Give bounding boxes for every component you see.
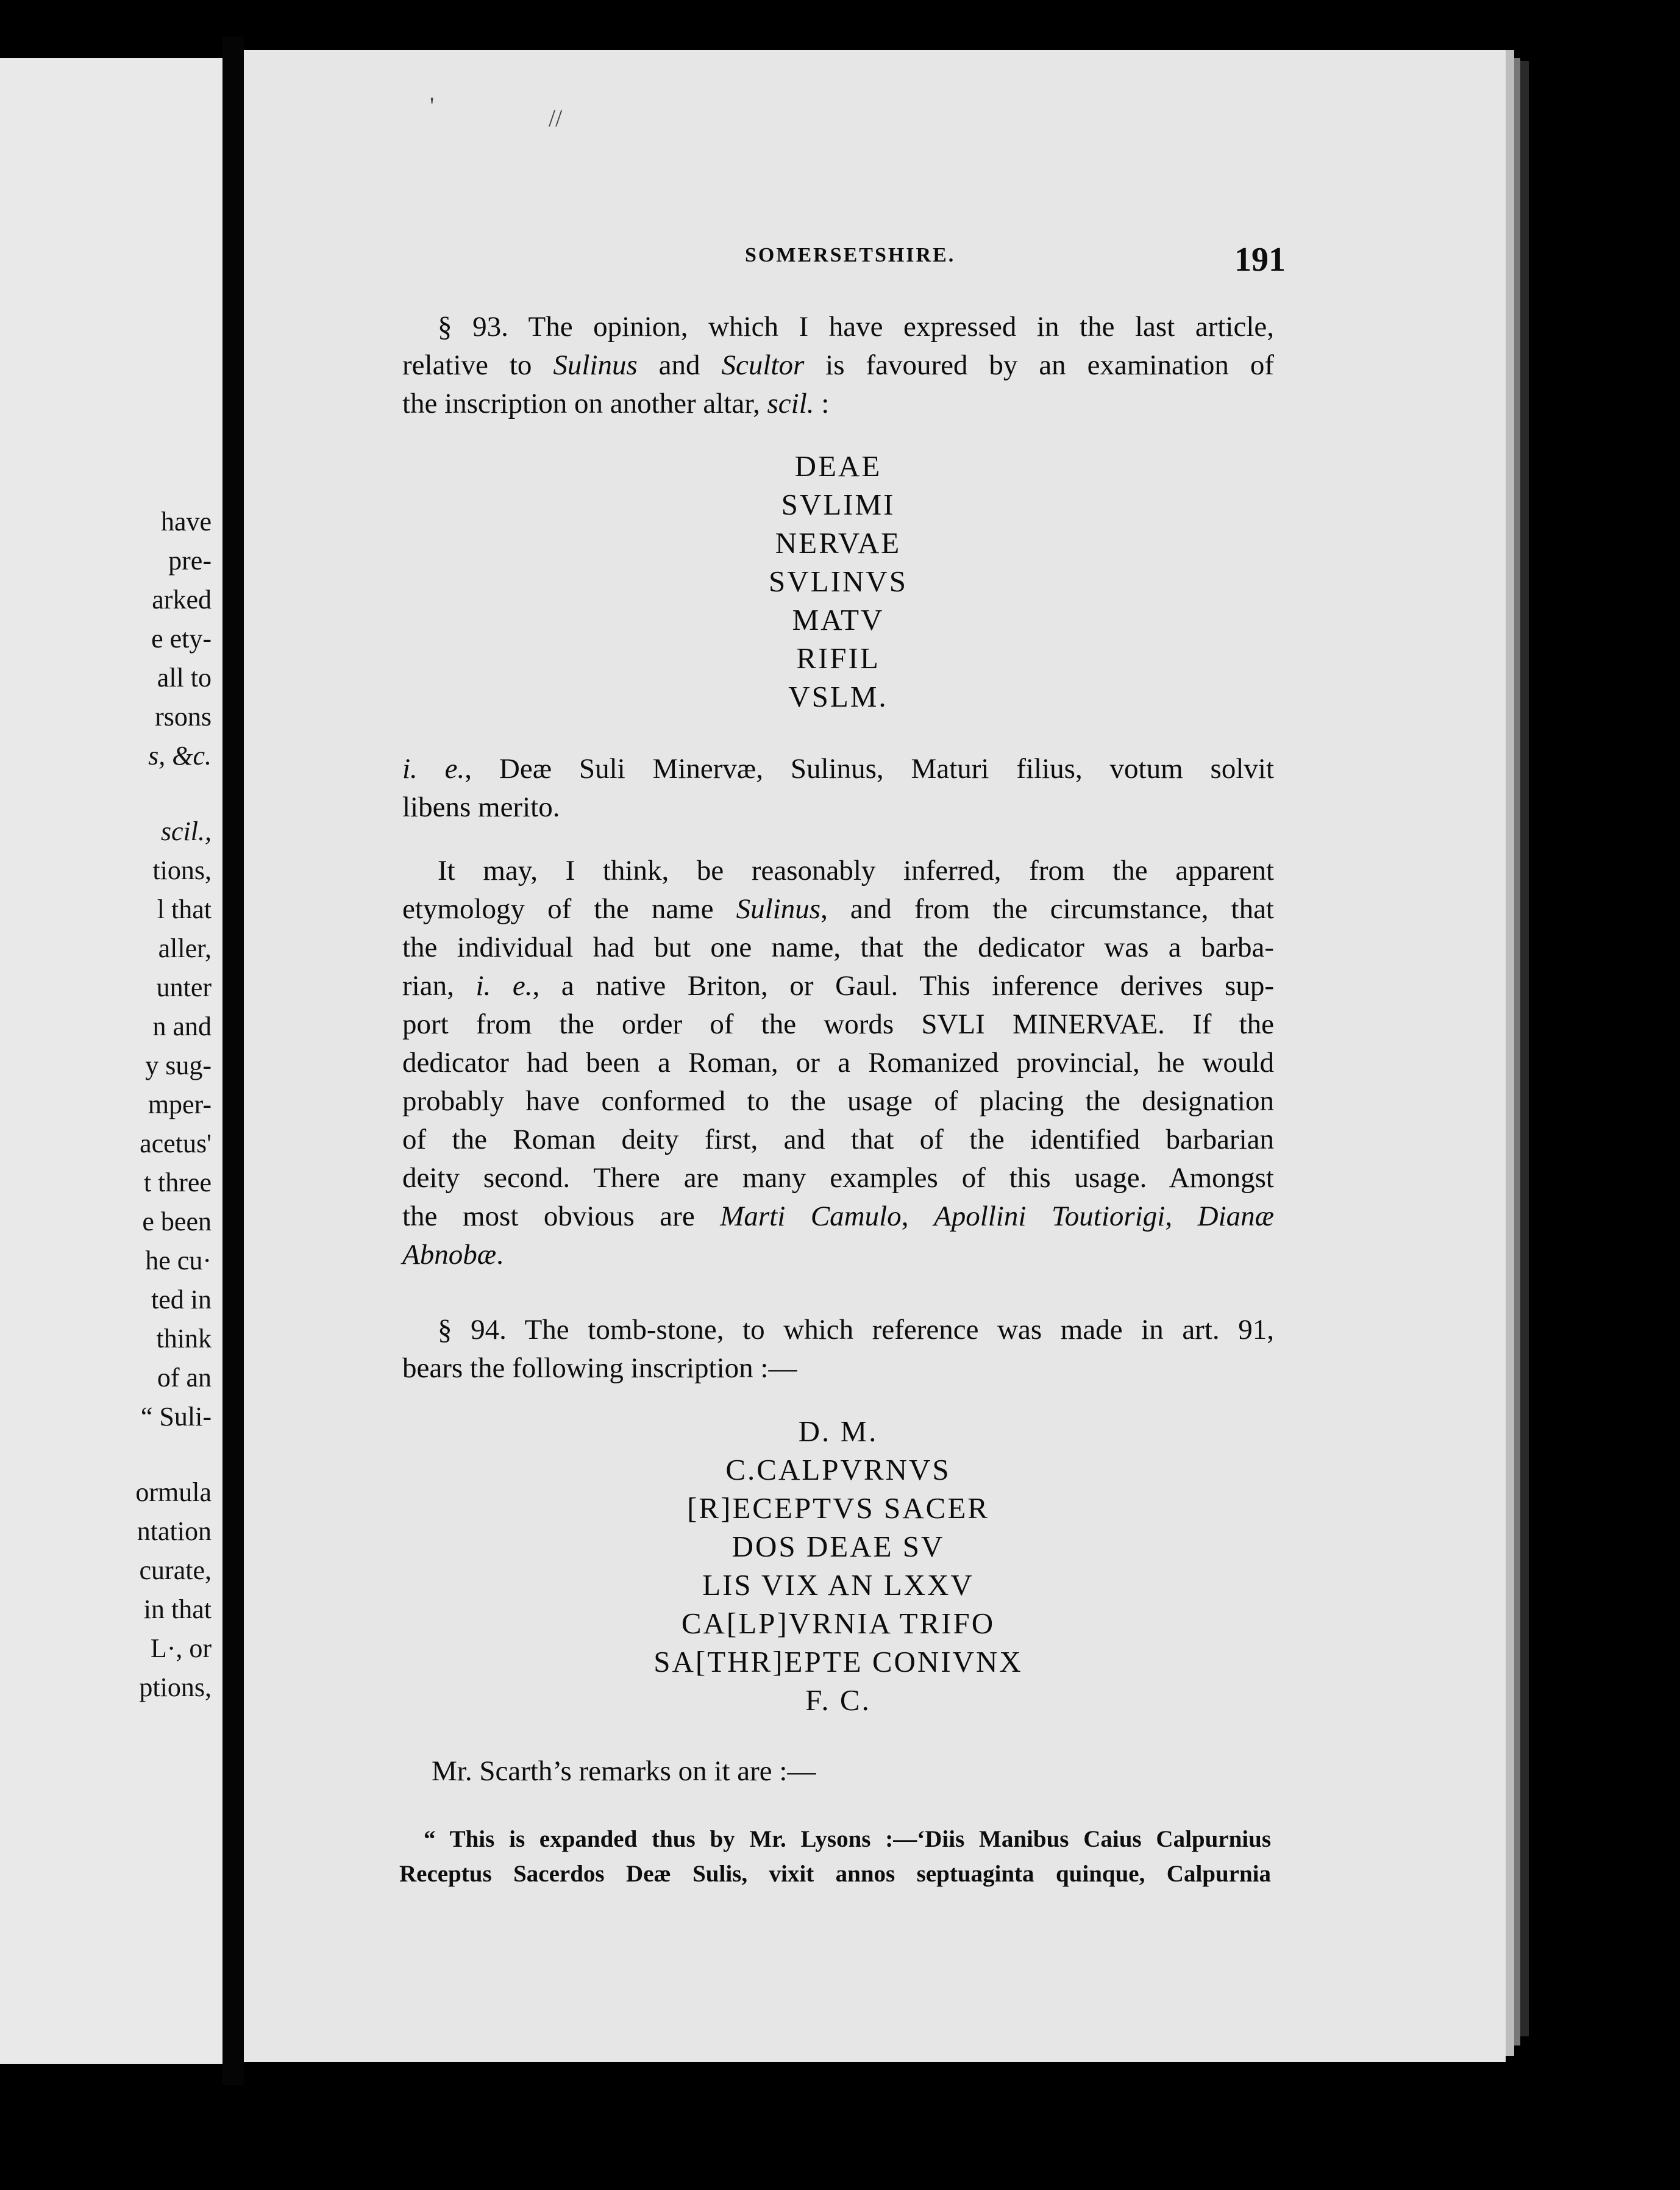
text-line: Abnobæ. [402,1239,504,1271]
facing-page-fragment: rsons [155,702,212,732]
text-line: probably have conformed to the usage of placing the designation [402,1085,1274,1117]
facing-page-fragment: ted in [151,1285,212,1314]
facing-page-fragment: think [156,1324,212,1354]
inscription-line: VSLM. [788,680,888,713]
text-line: § 94. The tomb-stone, to which reference was made in art. 91, [438,1314,1274,1346]
inscription-line: D. M. [798,1414,878,1448]
inscription-line: MATV [792,603,884,637]
facing-page-fragment: t three [143,1168,212,1197]
section-93-commentary [402,852,1274,1274]
text-line: etymology of the name Sulinus, and from the circumstance, that [402,893,1274,925]
facing-page-fragment: e ety- [151,624,212,654]
facing-page-fragment: curate, [139,1555,212,1585]
inscription-line: CA[LP]VRNIA TRIFO [681,1607,995,1640]
text-line: bears the following inscription :— [402,1352,797,1384]
tombstone-inscription [402,1412,1274,1719]
footnote [399,1822,1271,1891]
inscription-line: F. C. [805,1683,871,1717]
scan-speck: // [549,104,563,132]
scan-speck: ' [430,92,435,119]
inscription-line: NERVAE [775,526,902,560]
inscription-line: RIFIL [796,641,880,675]
facing-page-left [0,58,222,2064]
text-line: dedicator had been a Roman, or a Romanized provincial, he would [402,1047,1274,1079]
text-line: the inscription on another altar, scil. : [402,388,830,419]
facing-page-fragment: arked [152,585,212,615]
facing-page-fragment: all to [157,663,212,693]
text-line: relative to Sulinus and Scultor is favoured by an examination of [402,349,1275,381]
inscription-line: SA[THR]EPTE CONIVNX [653,1645,1023,1678]
facing-page-fragment: acetus' [140,1129,212,1158]
facing-page-fragment: ptions, [139,1672,212,1702]
inscription-line: DOS DEAE SV [731,1530,945,1563]
facing-page-fragment: scil., [160,816,212,846]
facing-page-fragment: in that [143,1594,212,1624]
text-line: deity second. There are many examples of this usage. Amongst [402,1162,1274,1194]
page-edge [1514,58,1520,2046]
facing-page-fragment: have [160,507,212,537]
facing-page-fragment: he cu· [145,1246,212,1275]
facing-page-fragment: aller, [158,933,212,963]
footnote-line: “ This is expanded thus by Mr. Lysons :—‘Diis Manibus Caius Calpurnius [424,1826,1271,1852]
facing-page-fragment: l that [157,894,212,924]
facing-page-fragment: L·, or [150,1633,212,1663]
text-line: of the Roman deity first, and that of the identified barbarian [402,1124,1274,1155]
inscription-line: C.CALPVRNVS [725,1453,951,1486]
facing-page-fragment: of an [157,1363,212,1393]
facing-page-fragment: pre- [168,546,212,576]
page-edge [1506,50,1514,2056]
facing-page-fragment: ntation [137,1516,212,1546]
text-line: the most obvious are Marti Camulo, Apollini Toutiorigi, Dianæ [402,1200,1274,1232]
inscription-expansion [402,750,1274,827]
facing-page-fragment: mper- [148,1090,212,1119]
facing-page-fragment: ormula [135,1477,212,1507]
section-93-intro [402,308,1274,423]
footnote-line: Receptus Sacerdos Deæ Sulis, vixit annos septuaginta quinque, Calpurnia [399,1861,1271,1887]
scarth-remark-intro [402,1752,1274,1791]
page-edge [1520,61,1529,2036]
altar-inscription [402,447,1274,716]
inscription-line: LIS VIX AN LXXV [702,1568,974,1602]
text-line: rian, i. e., a native Briton, or Gaul. This inference derives sup- [402,970,1274,1002]
text-line: § 93. The opinion, which I have expressed in the last article, [438,311,1274,343]
facing-page-fragment: n and [152,1011,212,1041]
text-line: It may, I think, be reasonably inferred, from the apparent [438,855,1274,886]
inscription-line: [R]ECEPTVS SACER [687,1491,989,1525]
remark-line: Mr. Scarth’s remarks on it are :— [432,1755,816,1787]
text-line: port from the order of the words SVLI MINERVAE. If the [402,1008,1274,1040]
page-number: 191 [1234,241,1286,279]
inscription-line: SVLINVS [769,565,908,598]
facing-page-fragment: tions, [152,855,212,885]
facing-page-fragment: e been [142,1207,212,1236]
facing-page-fragment: unter [156,972,212,1002]
facing-page-fragment: y sug- [145,1050,212,1080]
running-head: SOMERSETSHIRE. [745,244,956,266]
section-94-intro [402,1311,1274,1388]
book-gutter [222,37,244,2085]
text-line: the individual had but one name, that the dedicator was a barba- [402,932,1274,963]
text-line: i. e., Deæ Suli Minervæ, Sulinus, Maturi filius, votum solvit [402,753,1275,785]
inscription-line: SVLIMI [781,488,895,521]
inscription-line: DEAE [794,449,882,483]
facing-page-fragment: s, &c. [148,741,212,771]
facing-page-fragment: “ Suli- [140,1402,212,1432]
text-line: libens merito. [402,791,560,823]
